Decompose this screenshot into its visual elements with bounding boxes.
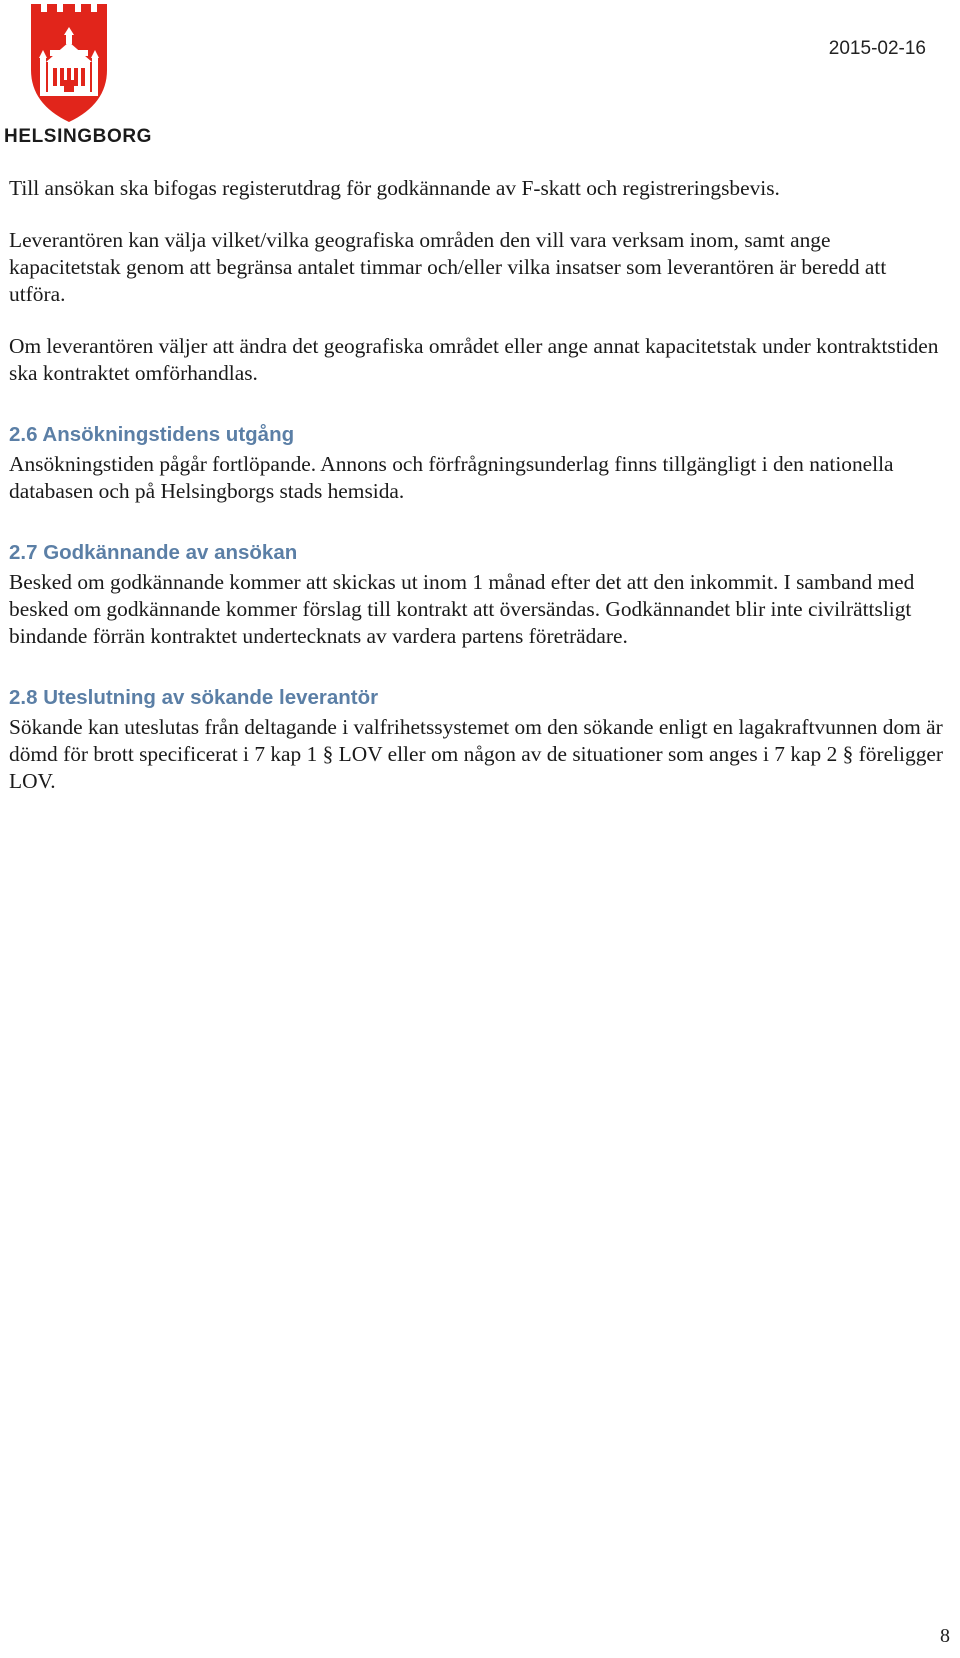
logo-wordmark: HELSINGBORG	[4, 126, 153, 147]
page-number: 8	[940, 1625, 950, 1647]
section-heading-2-7: 2.7 Godkännande av ansökan	[9, 541, 298, 564]
helsingborg-logo	[0, 0, 153, 152]
section-heading-2-6: 2.6 Ansökningstidens utgång	[9, 423, 295, 446]
paragraph-geographic-areas: Leverantören kan välja vilket/vilka geografiska områden den vill vara verksam inom, samt ange kapacitetstak genom att begränsa antalet timmar och/eller vilka insatser som leverantören är beredd att utföra.	[9, 228, 887, 306]
paragraph-attachments: Till ansökan ska bifogas registerutdrag för godkännande av F-skatt och registreringsbevis.	[9, 176, 780, 200]
section-text-2-7: Besked om godkännande kommer att skickas ut inom 1 månad efter det att den inkommit. I samband med besked om godkännande kommer förslag till kontrakt att översändas. Godkännandet blir inte civilrättsligt bindande förrän kontraktet undertecknats av vardera partens företrädare.	[9, 570, 915, 648]
document-date: 2015-02-16	[828, 38, 926, 59]
section-heading-2-8: 2.8 Uteslutning av sökande leverantör	[9, 686, 379, 709]
crest-icon	[0, 0, 150, 125]
section-text-2-6: Ansökningstiden pågår fortlöpande. Annons och förfrågningsunderlag finns tillgängligt i den nationella databasen och på Helsingborgs stads hemsida.	[9, 452, 894, 503]
paragraph-renegotiation: Om leverantören väljer att ändra det geografiska området eller ange annat kapacitetstak under kontraktstiden ska kontraktet omförhandlas.	[9, 334, 939, 385]
document-body	[9, 175, 944, 795]
section-text-2-8: Sökande kan uteslutas från deltagande i valfrihetssystemet om den sökande enligt en lagakraftvunnen dom är dömd för brott specificerat i 7 kap 1 § LOV eller om någon av de situationer som anges i 7 kap 2 § föreligger LOV.	[9, 715, 944, 793]
